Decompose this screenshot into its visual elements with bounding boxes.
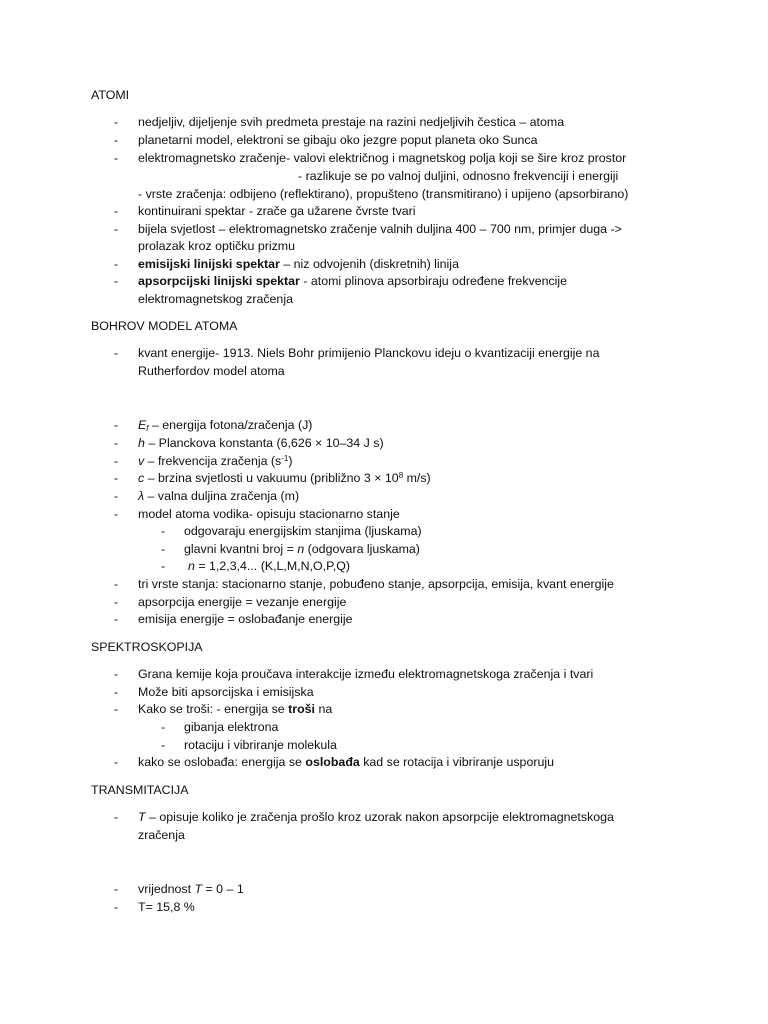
definition-text: – Planckova konstanta (6,626 × 10–34 J s) [144, 436, 384, 450]
list-item-continuation: prolazak kroz optičku prizmu [138, 239, 296, 253]
definition-item [138, 417, 312, 435]
symbol-subscript: f [146, 424, 149, 433]
item-text: vrijednost [138, 882, 195, 896]
definition-tail: m/s) [403, 471, 431, 485]
list-item: kontinuirani spektar - zrače ga užarene čvrste tvari [138, 204, 416, 218]
term-definition: – niz odvojenih (diskretnih) linija [279, 257, 459, 271]
sub-bullet-dash: - [161, 524, 166, 538]
bullet-dash: - [114, 204, 119, 218]
bullet-dash: - [114, 274, 119, 288]
sub-list-item [184, 541, 420, 559]
item-tail: = 0 – 1 [202, 882, 244, 896]
symbol: c [138, 471, 145, 485]
definition-item [138, 488, 299, 506]
list-item: bijela svjetlost – elektromagnetsko zračenje valnih duljina 400 – 700 nm, primjer duga -> [138, 222, 622, 236]
bullet-dash: - [114, 685, 119, 699]
bullet-dash: - [114, 133, 119, 147]
definition-item [138, 453, 293, 471]
sub-list-item [188, 558, 350, 576]
sub-list-item: rotaciju i vibriranje molekula [184, 738, 337, 752]
list-item [138, 273, 567, 291]
bullet-dash: - [114, 882, 119, 896]
section-heading-bohr: BOHROV MODEL ATOMA [91, 319, 238, 333]
sub-item-tail: = 1,2,3,4... (K,L,M,N,O,P,Q) [194, 559, 350, 573]
sub-item-tail: (odgovara ljuskama) [304, 542, 420, 556]
superscript: -1 [281, 454, 289, 463]
symbol: v [138, 454, 145, 468]
list-item [138, 754, 554, 772]
bullet-dash: - [114, 489, 119, 503]
bold-term: oslobađa [305, 755, 360, 769]
bullet-dash: - [114, 755, 119, 769]
item-text: kako se oslobađa: energija se [138, 755, 306, 769]
sub-item-text: glavni kvantni broj = [184, 542, 298, 556]
sub-bullet-dash: - [161, 542, 166, 556]
list-item-continuation: - razlikuje se po valnoj duljini, odnosno frekvenciji i energiji [298, 169, 619, 183]
sub-bullet-dash: - [161, 738, 166, 752]
bold-term: troši [288, 702, 315, 716]
item-text: Kako se troši: - energija se [138, 702, 289, 716]
bullet-dash: - [114, 667, 119, 681]
definition-item [138, 470, 431, 488]
symbol: T [194, 882, 203, 896]
list-item-continuation: zračenja [138, 828, 185, 842]
bullet-dash: - [114, 507, 119, 521]
symbol: T [138, 810, 146, 824]
list-item-continuation: - vrste zračenja: odbijeno (reflektirano), propušteno (transmitirano) i upijeno (apsorbirano) [138, 187, 629, 201]
bullet-dash: - [114, 222, 119, 236]
list-item [138, 256, 459, 274]
list-item: apsorpcija energije = vezanje energije [138, 595, 347, 609]
bullet-dash: - [114, 595, 119, 609]
bullet-dash: - [114, 115, 119, 129]
list-item: nedjeljiv, dijeljenje svih predmeta prestaje na razini nedjeljivih čestica – atoma [138, 115, 565, 129]
symbol: h [138, 436, 145, 450]
bullet-dash: - [114, 346, 119, 360]
section-heading-atomi: ATOMI [91, 88, 130, 102]
item-tail: na [315, 702, 333, 716]
list-item-continuation: Rutherfordov model atoma [138, 364, 285, 378]
list-item: Može biti apsorcijska i emisijska [138, 685, 314, 699]
bullet-dash: - [114, 612, 119, 626]
bold-term: apsorpcijski linijski spektar [138, 274, 300, 288]
definition-tail: ) [288, 454, 293, 468]
list-item [138, 701, 332, 719]
bullet-dash: - [114, 900, 119, 914]
definition-text: – valna duljina zračenja (m) [144, 489, 300, 503]
section-heading-transmitacija: TRANSMITACIJA [91, 783, 189, 797]
bullet-dash: - [114, 257, 119, 271]
list-item [138, 809, 614, 827]
bullet-dash: - [114, 577, 119, 591]
list-item: model atoma vodika- opisuju stacionarno stanje [138, 507, 400, 521]
sub-bullet-dash: - [161, 559, 166, 573]
definition-text: – frekvencija zračenja (s [144, 454, 282, 468]
symbol: E [138, 418, 147, 432]
item-text: – opisuje koliko je zračenja prošlo kroz uzorak nakon apsorpcije elektromagnetskoga [145, 810, 614, 824]
bullet-dash: - [114, 471, 119, 485]
bullet-dash: - [114, 151, 119, 165]
definition-text: – brzina svjetlosti u vakuumu (približno 3 × 10 [144, 471, 399, 485]
list-item: T= 15,8 % [138, 900, 195, 914]
item-tail: kad se rotacija i vibriranje usporuju [359, 755, 554, 769]
list-item: planetarni model, elektroni se gibaju oko jezgre poput planeta oko Sunca [138, 133, 538, 147]
bullet-dash: - [114, 810, 119, 824]
list-item [138, 881, 244, 899]
list-item: Grana kemije koja proučava interakcije između elektromagnetskoga zračenja i tvari [138, 667, 594, 681]
list-item: elektromagnetsko zračenje- valovi električnog i magnetskog polja koji se šire kroz prostor [138, 151, 627, 165]
bullet-dash: - [114, 418, 119, 432]
sub-list-item: gibanja elektrona [184, 720, 279, 734]
definition-text: – energija fotona/zračenja (J) [148, 418, 313, 432]
definition-item [138, 435, 384, 453]
bullet-dash: - [114, 702, 119, 716]
sub-bullet-dash: - [161, 720, 166, 734]
symbol: n [188, 559, 195, 573]
symbol: n [297, 542, 305, 556]
list-item: tri vrste stanja: stacionarno stanje, pobuđeno stanje, apsorpcija, emisija, kvant energije [138, 577, 614, 591]
superscript: 8 [398, 471, 404, 480]
list-item: kvant energije- 1913. Niels Bohr primijenio Planckovu ideju o kvantizaciji energije na [138, 346, 600, 360]
bullet-dash: - [114, 454, 119, 468]
list-item-continuation: elektromagnetskog zračenja [138, 292, 293, 306]
bold-term: emisijski linijski spektar [138, 257, 280, 271]
list-item: emisija energije = oslobađanje energije [138, 612, 353, 626]
bullet-dash: - [114, 436, 119, 450]
sub-list-item: odgovaraju energijskim stanjima (ljuskama) [184, 524, 422, 538]
section-heading-spektroskopija: SPEKTROSKOPIJA [91, 640, 203, 654]
term-definition: - atomi plinova apsorbiraju određene frekvencije [299, 274, 568, 288]
symbol: λ [138, 489, 145, 503]
